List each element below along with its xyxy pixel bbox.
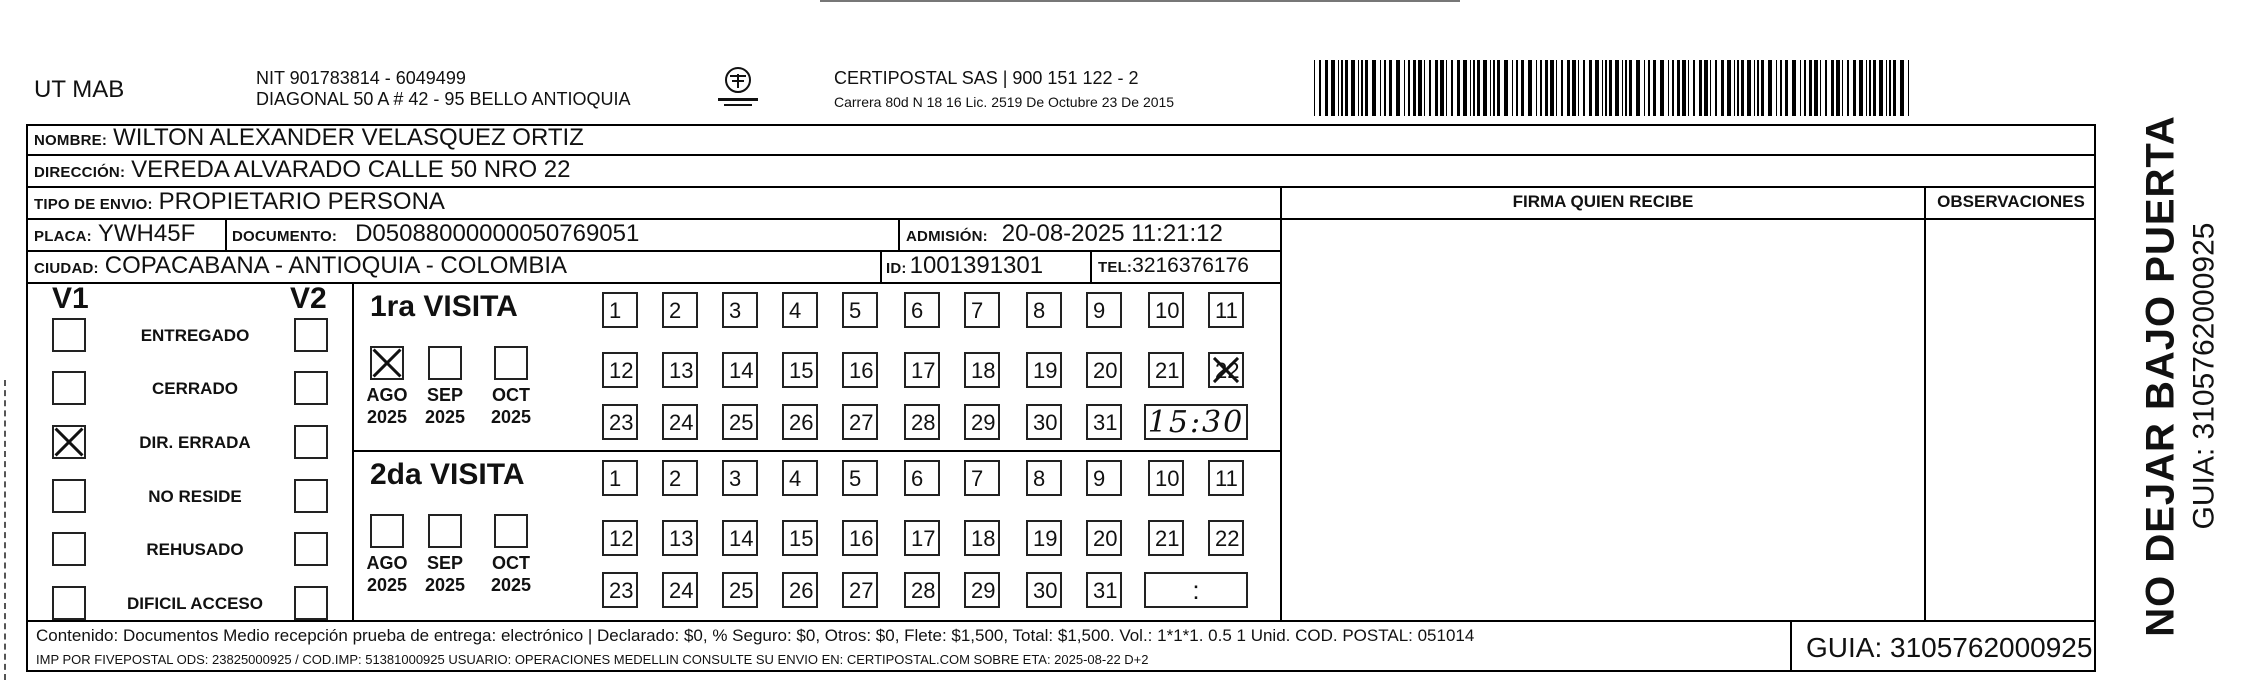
day-box[interactable]: 10 — [1148, 460, 1184, 496]
day-box[interactable]: 13 — [662, 520, 698, 556]
direccion-label: DIRECCIÓN: — [34, 164, 126, 181]
day-box[interactable]: 4 — [782, 460, 818, 496]
day-box[interactable]: 17 — [904, 520, 940, 556]
day-box[interactable]: 7 — [964, 460, 1000, 496]
month-label — [420, 384, 470, 428]
day-box[interactable]: 21 — [1148, 520, 1184, 556]
ciudad-cell — [34, 252, 567, 280]
v2-heading: V2 — [290, 282, 327, 315]
v1-checkbox[interactable] — [52, 318, 86, 352]
status-label: ENTREGADO — [140, 326, 250, 345]
day-box[interactable]: 22 — [1208, 352, 1244, 388]
day-box[interactable]: 23 — [602, 404, 638, 440]
sender-nit-line: NIT 901783814 - 6049499 — [256, 68, 466, 88]
month-name: SEP — [426, 385, 464, 405]
hour-box[interactable]: 15:30 — [1144, 404, 1248, 440]
day-box[interactable]: 8 — [1026, 460, 1062, 496]
documento-label: DOCUMENTO: — [232, 228, 338, 245]
day-box[interactable]: 14 — [722, 520, 758, 556]
status-label: REHUSADO — [146, 540, 244, 559]
nombre-value: WILTON ALEXANDER VELASQUEZ ORTIZ — [113, 124, 584, 151]
day-box[interactable]: 11 — [1208, 460, 1244, 496]
status-label: NO RESIDE — [148, 487, 242, 506]
observaciones-column-title: OBSERVACIONES — [1937, 192, 2085, 211]
day-box[interactable]: 22 — [1208, 520, 1244, 556]
documento-value: D05088000000050769051 — [355, 220, 640, 247]
day-box[interactable]: 24 — [662, 404, 698, 440]
nombre-label: NOMBRE: — [34, 132, 108, 149]
sender-nit — [256, 68, 631, 110]
tel-value: 3216376176 — [1132, 254, 1249, 277]
direccion-value: VEREDA ALVARADO CALLE 50 NRO 22 — [131, 156, 571, 183]
day-box[interactable]: 26 — [782, 572, 818, 608]
day-box[interactable]: 25 — [722, 572, 758, 608]
barcode — [1314, 60, 1912, 116]
v2-checkbox[interactable] — [294, 479, 328, 513]
day-box[interactable]: 29 — [964, 572, 1000, 608]
side-notice — [2100, 115, 2260, 637]
firma-column-title: FIRMA QUIEN RECIBE — [1512, 192, 1694, 211]
sender-address-line: DIAGONAL 50 A # 42 - 95 BELLO ANTIOQUIA — [256, 89, 631, 109]
v2-checkbox[interactable] — [294, 425, 328, 459]
month-year: 2025 — [366, 407, 408, 427]
side-notice-guia: GUIA: 3105762000925 — [2187, 222, 2221, 530]
left-cut-mark — [4, 380, 6, 680]
nombre-row — [34, 124, 584, 152]
day-box[interactable]: 19 — [1026, 352, 1062, 388]
footer-content-line: Contenido: Documentos Medio recepción prueba de entrega: electrónico | Declarado: $0, % Seguro: $0, Otros: $0, Flete: $1,500, Total: $1,500. Vol.: 1*1*1. 0.5 1 Unid. COD. POSTAL: 051014 — [36, 626, 1475, 645]
v1-checkbox[interactable] — [52, 586, 86, 620]
visit1-title: 1ra VISITA — [370, 290, 518, 323]
day-box[interactable]: 1 — [602, 292, 638, 328]
status-label: DIR. ERRADA — [139, 433, 251, 452]
tel-cell — [1098, 254, 1249, 278]
month-year: 2025 — [490, 407, 532, 427]
admision-cell — [906, 220, 1223, 248]
status-label: DIFICIL ACCESO — [126, 594, 263, 613]
v1-checkbox[interactable] — [52, 425, 86, 459]
month-name: AGO — [366, 553, 408, 573]
day-box[interactable]: 12 — [602, 352, 638, 388]
top-cut-mark — [820, 0, 1460, 2]
day-box[interactable]: 21 — [1148, 352, 1184, 388]
id-value: 1001391301 — [909, 252, 1044, 279]
v1-checkbox[interactable] — [52, 371, 86, 405]
footer-print-line: IMP POR FIVEPOSTAL ODS: 23825000925 / COD.IMP: 51381000925 USUARIO: OPERACIONES MEDELLIN CONSULTE SU ENVIO EN: CERTIPOSTAL.COM SOBRE ETA: 2025-08-22 D+2 — [36, 652, 1149, 667]
day-box[interactable]: 9 — [1086, 292, 1122, 328]
month-year: 2025 — [424, 407, 466, 427]
side-notice-main: NO DEJAR BAJO PUERTA — [2138, 115, 2183, 637]
tipo-envio-value: PROPIETARIO PERSONA — [158, 188, 445, 215]
day-box[interactable]: 6 — [904, 292, 940, 328]
v1-checkbox[interactable] — [52, 479, 86, 513]
placa-label: PLACA: — [34, 228, 92, 245]
hour-box[interactable]: : — [1144, 572, 1248, 608]
tel-label: TEL: — [1098, 259, 1133, 276]
day-box[interactable]: 28 — [904, 404, 940, 440]
day-box[interactable]: 11 — [1208, 292, 1244, 328]
day-box[interactable]: 13 — [662, 352, 698, 388]
day-box[interactable]: 24 — [662, 572, 698, 608]
day-box[interactable]: 19 — [1026, 520, 1062, 556]
day-box[interactable]: 29 — [964, 404, 1000, 440]
day-box[interactable]: 18 — [964, 520, 1000, 556]
id-cell — [886, 252, 1043, 280]
v2-checkbox[interactable] — [294, 586, 328, 620]
month-name: OCT — [492, 385, 530, 405]
day-box[interactable]: 3 — [722, 460, 758, 496]
day-box[interactable]: 25 — [722, 404, 758, 440]
day-box[interactable]: 6 — [904, 460, 940, 496]
day-box[interactable]: 23 — [602, 572, 638, 608]
day-box[interactable]: 8 — [1026, 292, 1062, 328]
day-box[interactable]: 4 — [782, 292, 818, 328]
day-box[interactable]: 15 — [782, 352, 818, 388]
day-box[interactable]: 31 — [1086, 572, 1122, 608]
month-label — [362, 384, 412, 428]
day-box[interactable]: 9 — [1086, 460, 1122, 496]
ciudad-value: COPACABANA - ANTIOQUIA - COLOMBIA — [104, 252, 568, 279]
day-box[interactable]: 20 — [1086, 352, 1122, 388]
month-checkbox[interactable] — [370, 514, 404, 548]
day-box[interactable]: 30 — [1026, 572, 1062, 608]
day-box[interactable]: 28 — [904, 572, 940, 608]
tipo-envio-label: TIPO DE ENVIO: — [34, 196, 153, 213]
placa-value: YWH45F — [97, 220, 196, 247]
month-label — [486, 384, 536, 428]
day-box[interactable]: 17 — [904, 352, 940, 388]
month-label — [362, 552, 412, 596]
day-box[interactable]: 31 — [1086, 404, 1122, 440]
admision-value: 20-08-2025 11:21:12 — [1001, 220, 1223, 247]
day-box[interactable]: 10 — [1148, 292, 1184, 328]
month-name: OCT — [492, 553, 530, 573]
day-box[interactable]: 16 — [842, 520, 878, 556]
day-box[interactable]: 3 — [722, 292, 758, 328]
v2-checkbox[interactable] — [294, 532, 328, 566]
courier-license: Carrera 80d N 18 16 Lic. 2519 De Octubre 23 De 2015 — [834, 94, 1175, 110]
day-box[interactable]: 26 — [782, 404, 818, 440]
id-label: ID: — [886, 260, 907, 277]
day-box[interactable]: 5 — [842, 460, 878, 496]
day-box[interactable]: 20 — [1086, 520, 1122, 556]
v2-checkbox[interactable] — [294, 318, 328, 352]
direccion-row — [34, 156, 570, 184]
footer-guia-number: GUIA: 3105762000925 — [1806, 632, 2093, 663]
month-checkbox[interactable] — [428, 514, 462, 548]
ciudad-label: CIUDAD: — [34, 260, 99, 277]
certipostal-logo-icon — [716, 64, 756, 112]
day-box[interactable]: 18 — [964, 352, 1000, 388]
documento-cell — [232, 220, 639, 248]
v1-checkbox[interactable] — [52, 532, 86, 566]
month-year: 2025 — [424, 575, 466, 595]
month-label — [486, 552, 536, 596]
day-box[interactable]: 12 — [602, 520, 638, 556]
day-box[interactable]: 1 — [602, 460, 638, 496]
month-year: 2025 — [366, 575, 408, 595]
month-checkbox[interactable] — [370, 346, 404, 380]
status-label: CERRADO — [152, 379, 238, 398]
day-box[interactable]: 5 — [842, 292, 878, 328]
day-box[interactable]: 2 — [662, 460, 698, 496]
day-box[interactable]: 7 — [964, 292, 1000, 328]
month-year: 2025 — [490, 575, 532, 595]
month-name: SEP — [426, 553, 464, 573]
day-box[interactable]: 27 — [842, 572, 878, 608]
placa-cell — [34, 220, 195, 248]
month-checkbox[interactable] — [494, 346, 528, 380]
sender-name: UT MAB — [34, 76, 125, 103]
month-checkbox[interactable] — [494, 514, 528, 548]
month-checkbox[interactable] — [428, 346, 462, 380]
courier-title: CERTIPOSTAL SAS | 900 151 122 - 2 — [834, 68, 1139, 88]
month-label — [420, 552, 470, 596]
day-box[interactable]: 27 — [842, 404, 878, 440]
day-box[interactable]: 16 — [842, 352, 878, 388]
day-box[interactable]: 2 — [662, 292, 698, 328]
day-box[interactable]: 14 — [722, 352, 758, 388]
v1-heading: V1 — [52, 282, 89, 315]
visit2-title: 2da VISITA — [370, 458, 525, 491]
day-box[interactable]: 15 — [782, 520, 818, 556]
tipo-envio-row — [34, 188, 445, 216]
month-name: AGO — [366, 385, 408, 405]
v2-checkbox[interactable] — [294, 371, 328, 405]
admision-label: ADMISIÓN: — [906, 228, 988, 245]
day-box[interactable]: 30 — [1026, 404, 1062, 440]
